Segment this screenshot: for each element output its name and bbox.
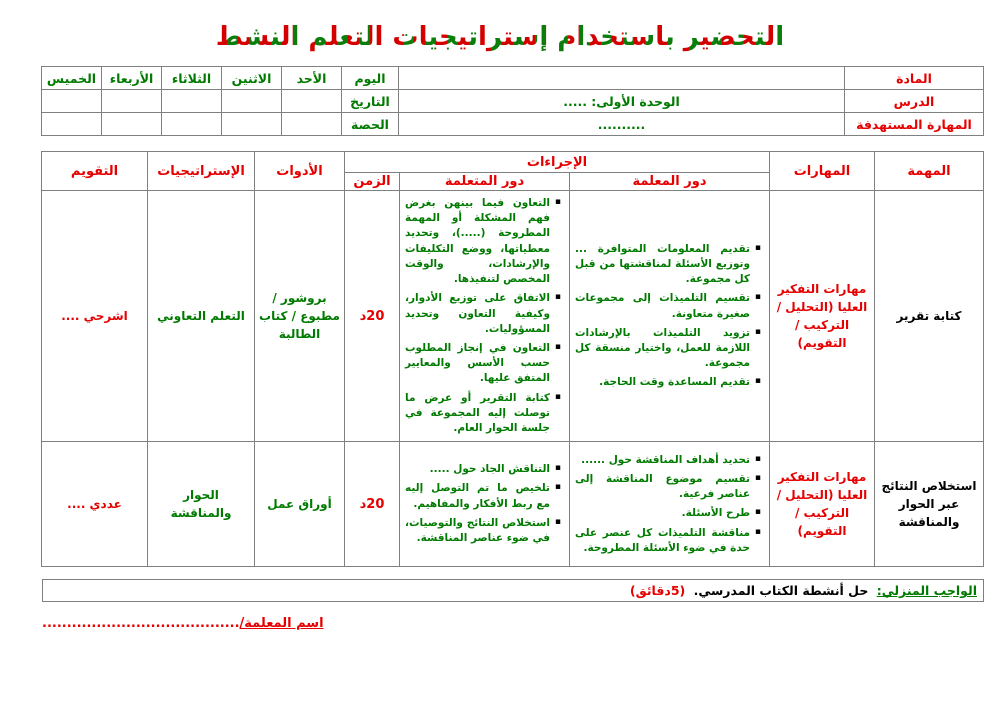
evaluation-cell: اشرحي .... <box>42 191 148 442</box>
bullet-item: ▪ التناقش الجاد حول ..... <box>405 462 562 477</box>
task-cell: استخلاص النتائج عبر الحوار والمناقشة <box>875 442 984 567</box>
info-row-lesson <box>42 90 984 113</box>
day-column-monday: الاثنين <box>222 67 282 90</box>
page-title <box>0 0 1000 52</box>
header-skills: المهارات <box>770 152 875 191</box>
info-row-subject <box>42 67 984 90</box>
teacher-role-cell <box>570 191 770 442</box>
lesson-value: الوحدة الأولى: ..... <box>399 90 845 113</box>
period-label: الحصة <box>342 113 399 136</box>
homework-duration: (5دقائق) <box>629 583 686 599</box>
target-skill-label: المهارة المستهدفة <box>845 113 984 136</box>
worksheet-content <box>42 66 984 631</box>
period-cell <box>102 113 162 136</box>
homework-cell <box>43 580 984 602</box>
time-cell: 20د <box>345 191 400 442</box>
teacher-role-list <box>573 242 766 391</box>
subject-label: المادة <box>845 67 984 90</box>
period-cell <box>42 113 102 136</box>
bullet-item: ▪ التعاون فيما بينهن بغرض فهم المشكلة أو المهمة المطروحة (.....)، وتحديد معطياتها، ووضع التكليفات والإرشادات، والوقت المخصص لتنفيذها. <box>405 196 562 287</box>
header-teacher-role: دور المعلمة <box>570 173 770 191</box>
day-column-wednesday: الأربعاء <box>102 67 162 90</box>
plan-row-1 <box>42 191 984 442</box>
date-cell <box>162 90 222 113</box>
bullet-item: ▪ استخلاص النتائج والتوصيات، في ضوء عناصر المناقشة. <box>405 516 562 546</box>
learner-role-list <box>403 462 566 546</box>
learner-role-cell <box>400 442 570 567</box>
bullet-item: ▪ مناقشة التلميذات كل عنصر على حدة في ضوء الأسئلة المطروحة. <box>575 526 762 556</box>
bullet-item: ▪ تلخيص ما تم التوصل إليه مع ربط الأفكار والمفاهيم. <box>405 481 562 511</box>
tools-cell: أوراق عمل <box>255 442 345 567</box>
header-evaluation: التقويم <box>42 152 148 191</box>
lesson-label: الدرس <box>845 90 984 113</box>
bullet-item: ▪ طرح الأسئلة. <box>575 506 762 521</box>
skills-cell: مهارات التفكير العليا (التحليل / التركيب / التقويم) <box>770 442 875 567</box>
header-task: المهمة <box>875 152 984 191</box>
date-cell <box>102 90 162 113</box>
evaluation-cell: عددي .... <box>42 442 148 567</box>
main-header-row <box>42 152 984 173</box>
target-skill-value: .......... <box>399 113 845 136</box>
strategy-cell: الحوار والمناقشة <box>148 442 255 567</box>
homework-row <box>43 580 984 602</box>
bullet-item: ▪ كتابة التقرير أو عرض ما توصلت إليه المجموعة في جلسة الحوار العام. <box>405 391 562 437</box>
teacher-name-line <box>42 616 984 631</box>
bullet-item: ▪ تقسيم موضوع المناقشة إلى عناصر فرعية. <box>575 472 762 502</box>
teacher-role-list <box>573 453 766 556</box>
bullet-item: ▪ تقديم المساعدة وقت الحاجة. <box>575 375 762 390</box>
bullet-item: ▪ تقديم المعلومات المتوافرة ... وتوزيع الأسئلة لمناقشتها من قبل كل مجموعة. <box>575 242 762 288</box>
strategy-cell: التعلم التعاوني <box>148 191 255 442</box>
date-cell <box>42 90 102 113</box>
date-cell <box>222 90 282 113</box>
homework-label: الواجب المنزلي: <box>876 583 977 599</box>
header-tools: الأدوات <box>255 152 345 191</box>
period-cell <box>222 113 282 136</box>
date-cell <box>282 90 342 113</box>
header-time: الزمن <box>345 173 400 191</box>
bullet-item: ▪ التعاون في إنجاز المطلوب حسب الأسس والمعايير المتفق عليها. <box>405 341 562 387</box>
homework-text: حل أنشطة الكتاب المدرسي. <box>693 583 869 599</box>
homework-table <box>42 579 984 602</box>
teacher-role-cell <box>570 442 770 567</box>
tools-cell: بروشور / مطبوع / كتاب الطالبة <box>255 191 345 442</box>
bullet-item: ▪ تقسيم التلميذات إلى مجموعات صغيرة متعاونة. <box>575 291 762 321</box>
info-row-skill <box>42 113 984 136</box>
time-cell: 20د <box>345 442 400 567</box>
period-cell <box>282 113 342 136</box>
skills-cell: مهارات التفكير العليا (التحليل / التركيب / التقويم) <box>770 191 875 442</box>
header-procedures: الإجراءات <box>345 152 770 173</box>
subject-value-cell <box>399 67 845 90</box>
learner-role-cell <box>400 191 570 442</box>
task-cell: كتابة تقرير <box>875 191 984 442</box>
plan-row-2 <box>42 442 984 567</box>
bullet-item: ▪ الاتفاق على توزيع الأدوار، وكيفية التعاون وتحديد المسؤوليات. <box>405 291 562 337</box>
signature-label: اسم المعلمة/ <box>239 616 324 632</box>
day-label: اليوم <box>342 67 399 90</box>
header-learner-role: دور المتعلمة <box>400 173 570 191</box>
signature-dots: ........................................ <box>42 616 240 632</box>
day-column-sunday: الأحد <box>282 67 342 90</box>
page-title-text: التحضير باستخدام إستراتيجيات التعلم النشط <box>215 22 785 52</box>
period-cell <box>162 113 222 136</box>
bullet-item: ▪ تزويد التلميذات بالإرشادات اللازمة للعمل، واختيار منسقة كل مجموعة. <box>575 326 762 372</box>
date-label: التاريخ <box>342 90 399 113</box>
learner-role-list <box>403 196 566 436</box>
header-strategies: الإستراتيجيات <box>148 152 255 191</box>
lesson-info-table <box>41 66 984 136</box>
lesson-plan-table <box>41 151 984 567</box>
bullet-item: ▪ تحديد أهداف المناقشة حول ...... <box>575 453 762 468</box>
day-column-tuesday: الثلاثاء <box>162 67 222 90</box>
day-column-thursday: الخميس <box>42 67 102 90</box>
